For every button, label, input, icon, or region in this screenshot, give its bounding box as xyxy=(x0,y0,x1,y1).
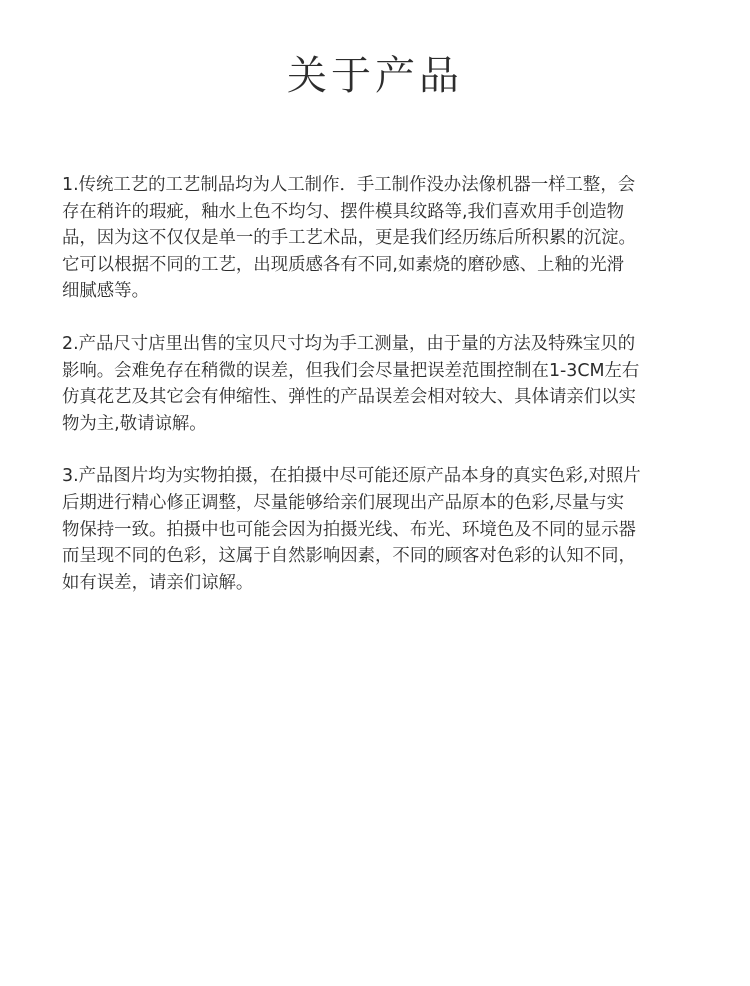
page-title: 关于产品 xyxy=(287,53,463,99)
paragraph-line: 它可以根据不同的工艺，出现质感各有不同,如素烧的磨砂感、上釉的光滑 xyxy=(62,254,625,275)
paragraph-line: 存在稍许的瑕疵，釉水上色不均匀、摆件模具纹路等,我们喜欢用手创造物 xyxy=(62,201,625,222)
paragraph-line: 品，因为这不仅仅是单一的手工艺术品，更是我们经历练后所积累的沉淀。 xyxy=(62,228,636,249)
paragraph-line: 如有误差，请亲们谅解。 xyxy=(62,572,254,593)
paragraph-photos xyxy=(62,463,692,596)
paragraph-line: 而呈现不同的色彩，这属于自然影响因素，不同的顾客对色彩的认知不同， xyxy=(62,546,636,567)
paragraph-line: 细腻感等。 xyxy=(62,281,149,302)
paragraph-line: 2.产品尺寸店里出售的宝贝尺寸均为手工测量，由于量的方法及特殊宝贝的 xyxy=(62,333,636,354)
paragraph-line: 影响。会难免存在稍微的误差，但我们会尽量把误差范围控制在1-3CM左右 xyxy=(62,360,640,381)
content-body xyxy=(62,172,692,622)
paragraph-line: 1.传统工艺的工艺制品均为人工制作．手工制作没办法像机器一样工整，会 xyxy=(62,175,636,195)
paragraph-line: 仿真花艺及其它会有伸缩性、弹性的产品误差会相对较大、具体请亲们以实 xyxy=(62,387,636,408)
paragraph-line: 物为主,敬请谅解。 xyxy=(62,413,207,434)
paragraph-craftsmanship xyxy=(62,172,692,305)
paragraph-line: 后期进行精心修正调整，尽量能够给亲们展现出产品原本的色彩,尽量与实 xyxy=(62,492,625,513)
paragraph-line: 3.产品图片均为实物拍摄，在拍摄中尽可能还原产品本身的真实色彩,对照片 xyxy=(62,466,641,487)
paragraph-line: 物保持一致。拍摄中也可能会因为拍摄光线、布光、环境色及不同的显示器 xyxy=(62,519,636,540)
paragraph-dimensions xyxy=(62,331,692,437)
